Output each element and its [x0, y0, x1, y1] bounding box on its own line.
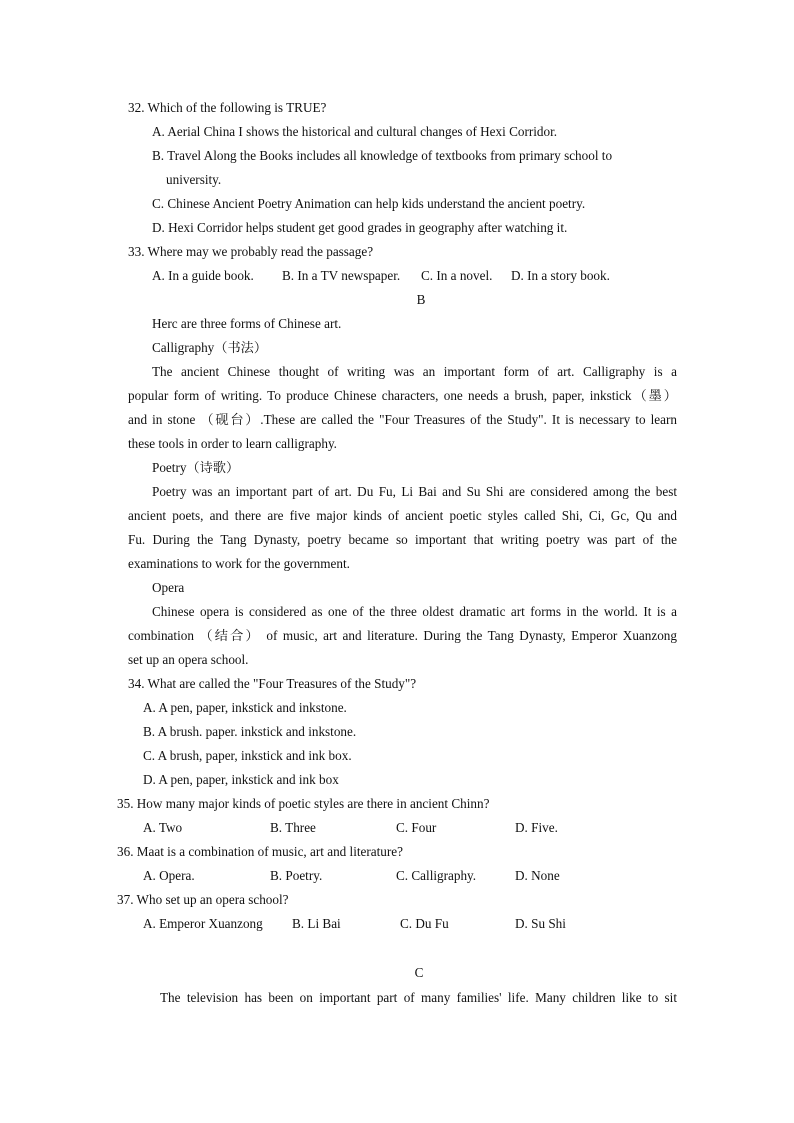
section-c-line-1: The television has been on important part of many families' life. Many children like to sit — [160, 990, 677, 1005]
opera-title: Opera — [152, 580, 185, 595]
q34-stem: 34. What are called the "Four Treasures of the Study"? — [128, 676, 417, 691]
calligraphy-title: Calligraphy（书法） — [152, 340, 268, 355]
q35-option-b: B. Three — [270, 820, 316, 835]
calligraphy-line-2: popular form of writing. To produce Chinese characters, one needs a brush, paper, inkstick（墨） — [128, 388, 677, 403]
section-c-heading: C — [414, 965, 424, 980]
q35-option-c: C. Four — [396, 820, 437, 835]
poetry-line-3: Fu. During the Tang Dynasty, poetry became so important that writing poetry was part of the — [128, 532, 677, 547]
q37-option-a: A. Emperor Xuanzong — [143, 916, 263, 931]
q32-stem: 32. Which of the following is TRUE? — [128, 100, 327, 115]
poetry-line-4: examinations to work for the government. — [128, 556, 350, 571]
q33-option-c: C. In a novel. — [421, 268, 493, 283]
q36-option-c: C. Calligraphy. — [396, 868, 477, 883]
section-b-intro: Herc are three forms of Chinese art. — [152, 316, 342, 331]
q32-option-b: B. Travel Along the Books includes all knowledge of textbooks from primary school to — [152, 148, 613, 163]
q34-option-d: D. A pen, paper, inkstick and ink box — [143, 772, 339, 787]
q37-option-b: B. Li Bai — [292, 916, 341, 931]
poetry-line-2: ancient poets, and there are five major kinds of ancient poetic styles called Shi, Ci, Gc, Qu and — [128, 508, 677, 523]
opera-line-3: set up an opera school. — [128, 652, 249, 667]
q36-stem: 36. Maat is a combination of music, art and literature? — [117, 844, 404, 859]
q37-option-c: C. Du Fu — [400, 916, 449, 931]
q33-option-b: B. In a TV newspaper. — [282, 268, 401, 283]
q34-option-b: B. A brush. paper. inkstick and inkstone. — [143, 724, 357, 739]
q33-stem: 33. Where may we probably read the passage? — [128, 244, 374, 259]
q33-option-d: D. In a story book. — [511, 268, 610, 283]
calligraphy-line-3: and in stone （砚台）.These are called the "Four Treasures of the Study". It is necessary to learn — [128, 412, 677, 427]
q36-option-b: B. Poetry. — [270, 868, 323, 883]
q35-option-a: A. Two — [143, 820, 183, 835]
q34-option-c: C. A brush, paper, inkstick and ink box. — [143, 748, 352, 763]
q36-option-a: A. Opera. — [143, 868, 195, 883]
poetry-title: Poetry（诗歌） — [152, 460, 240, 475]
calligraphy-line-4: these tools in order to learn calligraphy. — [128, 436, 337, 451]
q36-option-d: D. None — [515, 868, 560, 883]
q37-option-d: D. Su Shi — [515, 916, 566, 931]
poetry-line-1: Poetry was an important part of art. Du Fu, Li Bai and Su Shi are considered among the best — [152, 484, 677, 499]
q32-option-d: D. Hexi Corridor helps student get good grades in geography after watching it. — [152, 220, 568, 235]
q32-option-c: C. Chinese Ancient Poetry Animation can help kids understand the ancient poetry. — [152, 196, 586, 211]
q35-option-d: D. Five. — [515, 820, 558, 835]
opera-line-1: Chinese opera is considered as one of the three oldest dramatic art forms in the world. It is a — [152, 604, 677, 619]
q34-option-a: A. A pen, paper, inkstick and inkstone. — [143, 700, 347, 715]
q32-option-a: A. Aerial China I shows the historical and cultural changes of Hexi Corridor. — [152, 124, 558, 139]
section-b-heading: B — [416, 292, 426, 307]
q35-stem: 35. How many major kinds of poetic styles are there in ancient Chinn? — [117, 796, 490, 811]
q37-stem: 37. Who set up an opera school? — [117, 892, 289, 907]
q32-option-b-continued: university. — [166, 172, 222, 187]
q33-option-a: A. In a guide book. — [152, 268, 254, 283]
calligraphy-line-1: The ancient Chinese thought of writing was an important form of art. Calligraphy is a — [152, 364, 677, 379]
opera-line-2: combination （结合） of music, art and literature. During the Tang Dynasty, Emperor Xuanzong — [128, 628, 677, 643]
